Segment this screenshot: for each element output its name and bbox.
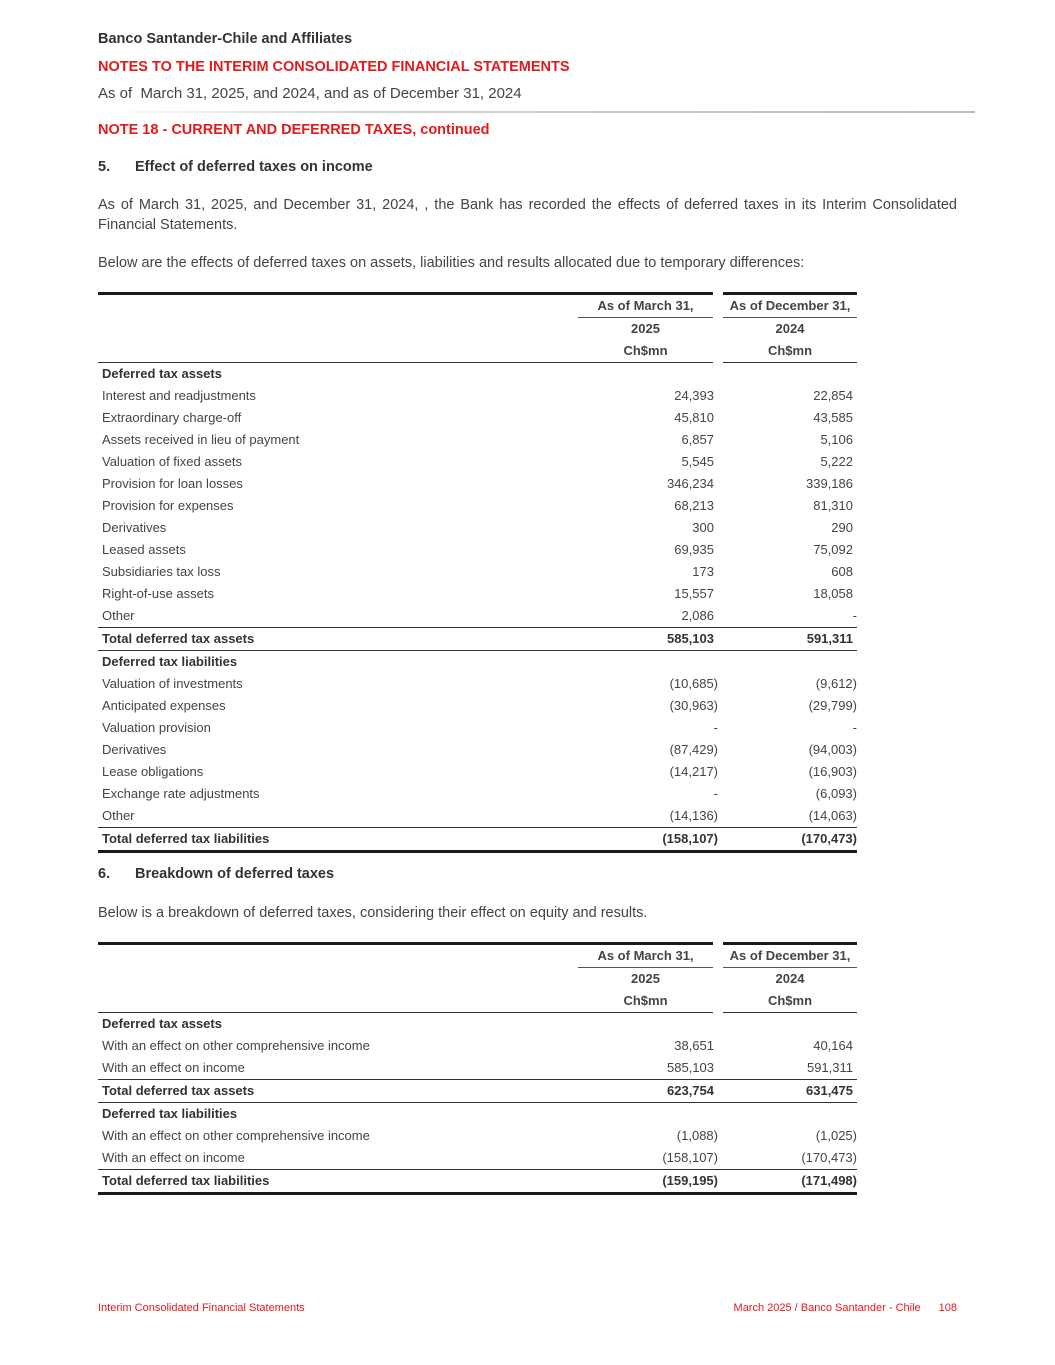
- value-2025: (158,107): [662, 1150, 718, 1165]
- table-row: [98, 783, 857, 805]
- company-name: Banco Santander-Chile and Affiliates: [98, 31, 353, 47]
- table-row: [98, 1147, 857, 1170]
- value-2024: (14,063): [808, 808, 857, 823]
- footer-left: Interim Consolidated Financial Statements: [98, 1302, 305, 1314]
- value-2025: 623,754: [578, 1080, 718, 1103]
- deferred-tax-effects-table: [98, 292, 857, 853]
- table-row: [98, 1125, 857, 1147]
- row-label: Valuation of fixed assets: [102, 454, 242, 469]
- row-label: Provision for expenses: [102, 498, 234, 513]
- group-heading: Deferred tax assets: [102, 366, 222, 381]
- row-label: Total deferred tax liabilities: [98, 1170, 578, 1194]
- section-number: 5.: [98, 159, 111, 175]
- empty-cell: [578, 651, 718, 674]
- table-row: [98, 761, 857, 783]
- table-row: [98, 1057, 857, 1080]
- value-2024: 40,164: [813, 1038, 853, 1053]
- date-line: As of March 31, 2025, and 2024, and as of December 31, 2024: [98, 85, 522, 102]
- header-spacer: [98, 318, 578, 341]
- value-2025: 585,103: [667, 1060, 714, 1075]
- table-row: [98, 517, 857, 539]
- table-row: [98, 605, 857, 628]
- value-2024: 5,222: [820, 454, 853, 469]
- value-2025: 24,393: [674, 388, 714, 403]
- empty-cell: [718, 651, 857, 674]
- column-header-row: [98, 968, 857, 991]
- value-2024: (6,093): [815, 786, 857, 801]
- group-heading: Deferred tax liabilities: [102, 1106, 238, 1121]
- value-2025: 6,857: [681, 432, 714, 447]
- value-2025: 69,935: [674, 542, 714, 557]
- value-2025: (14,217): [669, 764, 718, 779]
- header-spacer: [98, 944, 578, 968]
- row-label: With an effect on income: [102, 1060, 245, 1075]
- value-2025: (1,088): [676, 1128, 718, 1143]
- value-2025: -: [713, 720, 718, 735]
- total-row: [98, 1080, 857, 1103]
- column-header-2025: Ch$mn: [578, 340, 718, 363]
- column-header-2024: Ch$mn: [718, 990, 857, 1013]
- row-label: Exchange rate adjustments: [102, 786, 260, 801]
- row-label: With an effect on other comprehensive income: [102, 1038, 370, 1053]
- row-label: Provision for loan losses: [102, 476, 243, 491]
- value-2024: 339,186: [806, 476, 853, 491]
- section-5-paragraph-1: As of March 31, 2025, and December 31, 2024, , the Bank has recorded the effects of deferred taxes in its Interim Consolidated Financial Statements.: [98, 197, 957, 233]
- column-header-row: [98, 294, 857, 318]
- empty-cell: [718, 363, 857, 386]
- empty-cell: [718, 1013, 857, 1036]
- column-header-2025: 2025: [578, 968, 718, 991]
- empty-cell: [718, 1103, 857, 1126]
- section-title: Breakdown of deferred taxes: [135, 866, 335, 882]
- value-2025: (158,107): [578, 828, 718, 852]
- page-number: 108: [938, 1302, 957, 1314]
- value-2024: 18,058: [813, 586, 853, 601]
- section-title: Effect of deferred taxes on income: [135, 159, 373, 175]
- note-title: NOTE 18 - CURRENT AND DEFERRED TAXES, continued: [98, 122, 490, 138]
- value-2024: 290: [831, 520, 853, 535]
- section-6-heading: [98, 866, 334, 882]
- table-row: [98, 561, 857, 583]
- section-number: 6.: [98, 866, 111, 882]
- value-2024: 81,310: [813, 498, 853, 513]
- row-label: Extraordinary charge-off: [102, 410, 242, 425]
- value-2025: (14,136): [669, 808, 718, 823]
- value-2025: 45,810: [674, 410, 714, 425]
- table-row: [98, 673, 857, 695]
- table-row: [98, 539, 857, 561]
- group-heading-row: [98, 651, 857, 674]
- row-label: Lease obligations: [102, 764, 204, 779]
- value-2024: 5,106: [820, 432, 853, 447]
- row-label: Subsidiaries tax loss: [102, 564, 221, 579]
- header-divider: [98, 111, 975, 113]
- value-2025: 300: [692, 520, 714, 535]
- value-2024: 22,854: [813, 388, 853, 403]
- row-label: Valuation provision: [102, 720, 211, 735]
- row-label: Other: [102, 608, 135, 623]
- column-header-row: [98, 340, 857, 363]
- header-spacer: [98, 968, 578, 991]
- row-label: Derivatives: [102, 520, 167, 535]
- column-header-2025: As of March 31,: [578, 944, 718, 968]
- value-2025: (159,195): [578, 1170, 718, 1194]
- header-spacer: [98, 340, 578, 363]
- value-2024: (1,025): [815, 1128, 857, 1143]
- value-2024: (170,473): [801, 1150, 857, 1165]
- group-heading-row: [98, 1013, 857, 1036]
- table-row: [98, 717, 857, 739]
- group-heading-row: [98, 363, 857, 386]
- section-6-paragraph: Below is a breakdown of deferred taxes, considering their effect on equity and results.: [98, 905, 648, 921]
- row-label: Leased assets: [102, 542, 186, 557]
- value-2024: 43,585: [813, 410, 853, 425]
- table-row: [98, 739, 857, 761]
- table-row: [98, 451, 857, 473]
- value-2024: (170,473): [718, 828, 857, 852]
- section-5-paragraph-2: Below are the effects of deferred taxes on assets, liabilities and results allocated due to temporary differences:: [98, 255, 805, 271]
- value-2025: (30,963): [669, 698, 718, 713]
- column-header-row: [98, 990, 857, 1013]
- row-label: Derivatives: [102, 742, 167, 757]
- value-2024: 608: [831, 564, 853, 579]
- table-row: [98, 695, 857, 717]
- value-2025: 585,103: [578, 628, 718, 651]
- row-label: With an effect on other comprehensive income: [102, 1128, 370, 1143]
- column-header-2024: As of December 31,: [718, 944, 857, 968]
- column-header-2025: Ch$mn: [578, 990, 718, 1013]
- column-header-row: [98, 944, 857, 968]
- value-2024: -: [852, 608, 857, 623]
- table-row: [98, 429, 857, 451]
- row-label: Total deferred tax liabilities: [98, 828, 578, 852]
- total-row: [98, 628, 857, 651]
- value-2024: -: [852, 720, 857, 735]
- value-2025: 346,234: [667, 476, 714, 491]
- table-row: [98, 495, 857, 517]
- value-2025: 38,651: [674, 1038, 714, 1053]
- table-row: [98, 385, 857, 407]
- value-2024: 591,311: [718, 628, 857, 651]
- value-2025: 2,086: [681, 608, 714, 623]
- column-header-2024: Ch$mn: [718, 340, 857, 363]
- footer-right: [734, 1302, 957, 1314]
- value-2024: (16,903): [808, 764, 857, 779]
- section-5-heading: [98, 159, 373, 175]
- group-heading-row: [98, 1103, 857, 1126]
- table-row: [98, 473, 857, 495]
- value-2025: 173: [692, 564, 714, 579]
- column-header-row: [98, 318, 857, 341]
- empty-cell: [578, 1103, 718, 1126]
- header-spacer: [98, 294, 578, 318]
- value-2024: (29,799): [808, 698, 857, 713]
- row-label: Total deferred tax assets: [98, 1080, 578, 1103]
- value-2025: 15,557: [674, 586, 714, 601]
- empty-cell: [578, 1013, 718, 1036]
- total-row: [98, 828, 857, 852]
- row-label: Other: [102, 808, 135, 823]
- value-2025: -: [713, 786, 718, 801]
- value-2024: 631,475: [718, 1080, 857, 1103]
- column-header-2024: 2024: [775, 321, 805, 336]
- value-2025: 5,545: [681, 454, 714, 469]
- column-header-2025: As of March 31,: [578, 294, 718, 318]
- group-heading: Deferred tax liabilities: [102, 654, 238, 669]
- row-label: Valuation of investments: [102, 676, 243, 691]
- row-label: Right-of-use assets: [102, 586, 214, 601]
- value-2024: 75,092: [813, 542, 853, 557]
- row-label: With an effect on income: [102, 1150, 245, 1165]
- table-row: [98, 583, 857, 605]
- empty-cell: [578, 363, 718, 386]
- deferred-tax-breakdown-table: [98, 942, 857, 1195]
- value-2025: (87,429): [669, 742, 718, 757]
- column-header-2024: 2024: [775, 971, 805, 986]
- table-row: [98, 1035, 857, 1057]
- table-row: [98, 407, 857, 429]
- value-2024: (94,003): [808, 742, 857, 757]
- column-header-2024: As of December 31,: [718, 294, 857, 318]
- value-2024: 591,311: [806, 1060, 853, 1075]
- row-label: Total deferred tax assets: [98, 628, 578, 651]
- value-2024: (9,612): [815, 676, 857, 691]
- total-row: [98, 1170, 857, 1194]
- table-row: [98, 805, 857, 828]
- row-label: Anticipated expenses: [102, 698, 226, 713]
- footer-source: March 2025 / Banco Santander - Chile: [733, 1302, 921, 1314]
- value-2025: (10,685): [669, 676, 718, 691]
- row-label: Assets received in lieu of payment: [102, 432, 300, 447]
- group-heading: Deferred tax assets: [102, 1016, 222, 1031]
- value-2024: (171,498): [718, 1170, 857, 1194]
- header-spacer: [98, 990, 578, 1013]
- row-label: Interest and readjustments: [102, 388, 256, 403]
- notes-title: NOTES TO THE INTERIM CONSOLIDATED FINANCIAL STATEMENTS: [98, 59, 570, 75]
- column-header-2025: 2025: [578, 318, 718, 341]
- value-2025: 68,213: [674, 498, 714, 513]
